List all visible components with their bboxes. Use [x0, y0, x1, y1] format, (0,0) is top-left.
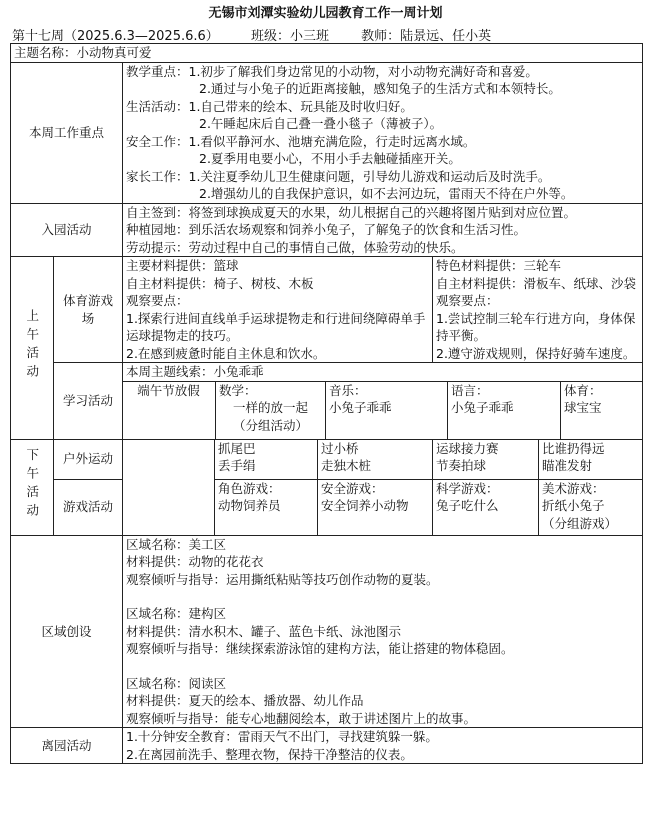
game-item: 美术游戏： 折纸小兔子 （分组游戏） — [539, 479, 643, 535]
sports-row — [11, 257, 643, 363]
art-zone-guidance: 观察倾听与指导：运用撕纸粘贴等技巧创作动物的夏装。 — [126, 571, 439, 587]
departure-row — [11, 728, 643, 764]
spacer — [126, 658, 639, 675]
teaching-focus-1: 教学重点：1.初步了解我们身边常见的小动物，对小动物充满好奇和喜爱。 — [126, 63, 538, 79]
sports-left — [123, 257, 433, 363]
sports-right-line: 观察要点： — [436, 293, 499, 308]
week-range: 第十七周（2025.6.3—2025.6.6） — [12, 29, 219, 44]
music-body: 小兔子乖乖 — [329, 400, 392, 415]
games-label: 游戏活动 — [54, 479, 123, 535]
arrival-line: 自主签到：将签到球换成夏天的水果，幼儿根据自己的兴趣将图片贴到对应位置。 — [126, 204, 577, 220]
study-row — [11, 363, 643, 440]
theme-row — [11, 44, 643, 63]
family-work-1: 家长工作：1.关注夏季幼儿卫生健康问题，引导幼儿游戏和运动后及时洗手。 — [126, 168, 551, 184]
art-zone-name: 区域名称：美工区 — [126, 536, 227, 552]
theme-name: 主题名称：小动物真可爱 — [11, 44, 643, 63]
math-body: 一样的放一起 （分组活动） — [232, 400, 308, 433]
week-focus-label: 本周工作重点 — [11, 62, 123, 203]
outdoor-item: 比谁扔得远 瞄准发射 — [539, 439, 643, 479]
departure-line: 2.在离园前洗手、整理衣物，保持干净整洁的仪表。 — [126, 746, 413, 762]
week-focus-row — [11, 62, 643, 203]
games-row — [11, 479, 643, 535]
pe-body: 球宝宝 — [564, 400, 602, 415]
arrival-label: 入园活动 — [11, 203, 123, 257]
teaching-focus-2: 2.通过与小兔子的近距离接触，感知兔子的生活方式和本领特长。 — [199, 81, 561, 96]
life-activity-2: 2.午睡起床后自己叠一叠小毯子（薄被子）。 — [199, 116, 443, 131]
page-title: 无锡市刘潭实验幼儿园教育工作一周计划 — [208, 6, 443, 21]
holiday-note: 端午节放假 — [137, 382, 200, 398]
arrival-row — [11, 203, 643, 257]
sports-left-line: 自主材料提供：椅子、树枝、木板 — [126, 275, 314, 291]
areas-row — [11, 535, 643, 728]
plan-info — [12, 25, 651, 44]
arrival-line: 种植园地：到乐活农场观察和饲养小兔子，了解兔子的饮食和生活习性。 — [126, 222, 527, 237]
build-zone-guidance: 观察倾听与指导：继续探索游泳馆的建构方法，能让搭建的物体稳固。 — [126, 641, 514, 656]
reading-zone-name: 区域名称：阅读区 — [126, 675, 227, 691]
arrival-line: 劳动提示：劳动过程中自己的事情自己做，体验劳动的快乐。 — [126, 239, 464, 255]
outdoor-item: 过小桥 走独木桩 — [318, 439, 433, 479]
reading-zone-guidance: 观察倾听与指导：能专心地翻阅绘本，敢于讲述图片上的故事。 — [126, 710, 477, 726]
departure-content — [123, 728, 643, 764]
game-item: 安全游戏： 安全饲养小动物 — [318, 479, 433, 535]
departure-line: 1.十分钟安全教育：雷雨天气不出门，寻找建筑躲一躲。 — [126, 729, 438, 744]
theme-clue: 本周主题线索：小兔乖乖 — [123, 363, 642, 382]
sports-left-line: 1.探索行进间直线单手运球提物走和行进间绕障碍单手运球提物走的技巧。 — [126, 310, 426, 343]
arrival-content — [123, 203, 643, 257]
sports-left-line: 2.在感到疲惫时能自主休息和饮水。 — [126, 345, 326, 361]
pe-cell — [560, 382, 642, 439]
outdoor-row — [11, 439, 643, 479]
art-zone-materials: 材料提供：动物的花花衣 — [126, 554, 264, 569]
morning-label — [11, 257, 54, 440]
sports-right-line: 1.尝试控制三轮车行进方向，身体保持平衡。 — [436, 310, 636, 343]
build-zone-materials: 材料提供：清水积木、罐子、蓝色卡纸、泳池图示 — [126, 623, 402, 639]
sports-right-line: 2.遵守游戏规则，保持好骑车速度。 — [436, 345, 636, 361]
pe-head: 体育： — [564, 382, 602, 398]
outdoor-label: 户外运动 — [54, 439, 123, 479]
areas-label: 区域创设 — [11, 535, 123, 728]
sports-right-line: 自主材料提供：滑板车、纸球、沙袋 — [436, 275, 637, 291]
build-zone-name: 区域名称：建构区 — [126, 606, 227, 621]
game-item: 角色游戏： 动物饲养员 — [215, 479, 318, 535]
safety-work-1: 安全工作：1.看似平静河水、池塘充满危险，行走时远离水域。 — [126, 133, 476, 149]
math-cell — [215, 382, 325, 439]
study-label: 学习活动 — [54, 363, 123, 440]
sports-left-line: 观察要点： — [126, 293, 189, 308]
sports-right-line: 特色材料提供：三轮车 — [436, 258, 562, 273]
weekly-plan-table — [10, 43, 643, 764]
study-content — [123, 363, 643, 440]
language-head: 语言： — [451, 382, 489, 398]
class-name: 班级：小三班 — [250, 29, 329, 44]
sports-label: 体育游戏场 — [54, 257, 123, 363]
week-focus-content — [123, 62, 643, 203]
language-cell — [447, 382, 560, 439]
music-cell — [325, 382, 447, 439]
music-head: 音乐： — [329, 382, 367, 398]
morning-label-text: 上午活动 — [24, 308, 40, 383]
study-subjects — [123, 382, 642, 439]
sports-right — [433, 257, 643, 363]
afternoon-label-text: 下午活动 — [24, 447, 40, 522]
spacer — [126, 588, 639, 605]
sports-left-line: 主要材料提供：篮球 — [126, 258, 239, 273]
areas-content — [123, 535, 643, 728]
safety-work-2: 2.夏季用电要小心，不用小手去触碰插座开关。 — [199, 151, 461, 166]
holiday-cell — [123, 382, 215, 535]
life-activity-1: 生活活动：1.自己带来的绘本、玩具能及时收归好。 — [126, 98, 413, 114]
reading-zone-materials: 材料提供：夏天的绘本、播放器、幼儿作品 — [126, 693, 364, 708]
family-work-2: 2.增强幼儿的自我保护意识，如不去河边玩，雷雨天不待在户外等。 — [199, 186, 574, 201]
outdoor-item: 运球接力赛 节奏拍球 — [433, 439, 539, 479]
teacher-names: 教师：陆景远、任小英 — [361, 29, 492, 44]
language-body: 小兔子乖乖 — [451, 400, 514, 415]
game-item: 科学游戏： 兔子吃什么 — [433, 479, 539, 535]
outdoor-item: 抓尾巴 丢手绢 — [215, 439, 318, 479]
afternoon-label — [11, 439, 54, 535]
math-head: 数学： — [219, 382, 257, 398]
departure-label: 离园活动 — [11, 728, 123, 764]
